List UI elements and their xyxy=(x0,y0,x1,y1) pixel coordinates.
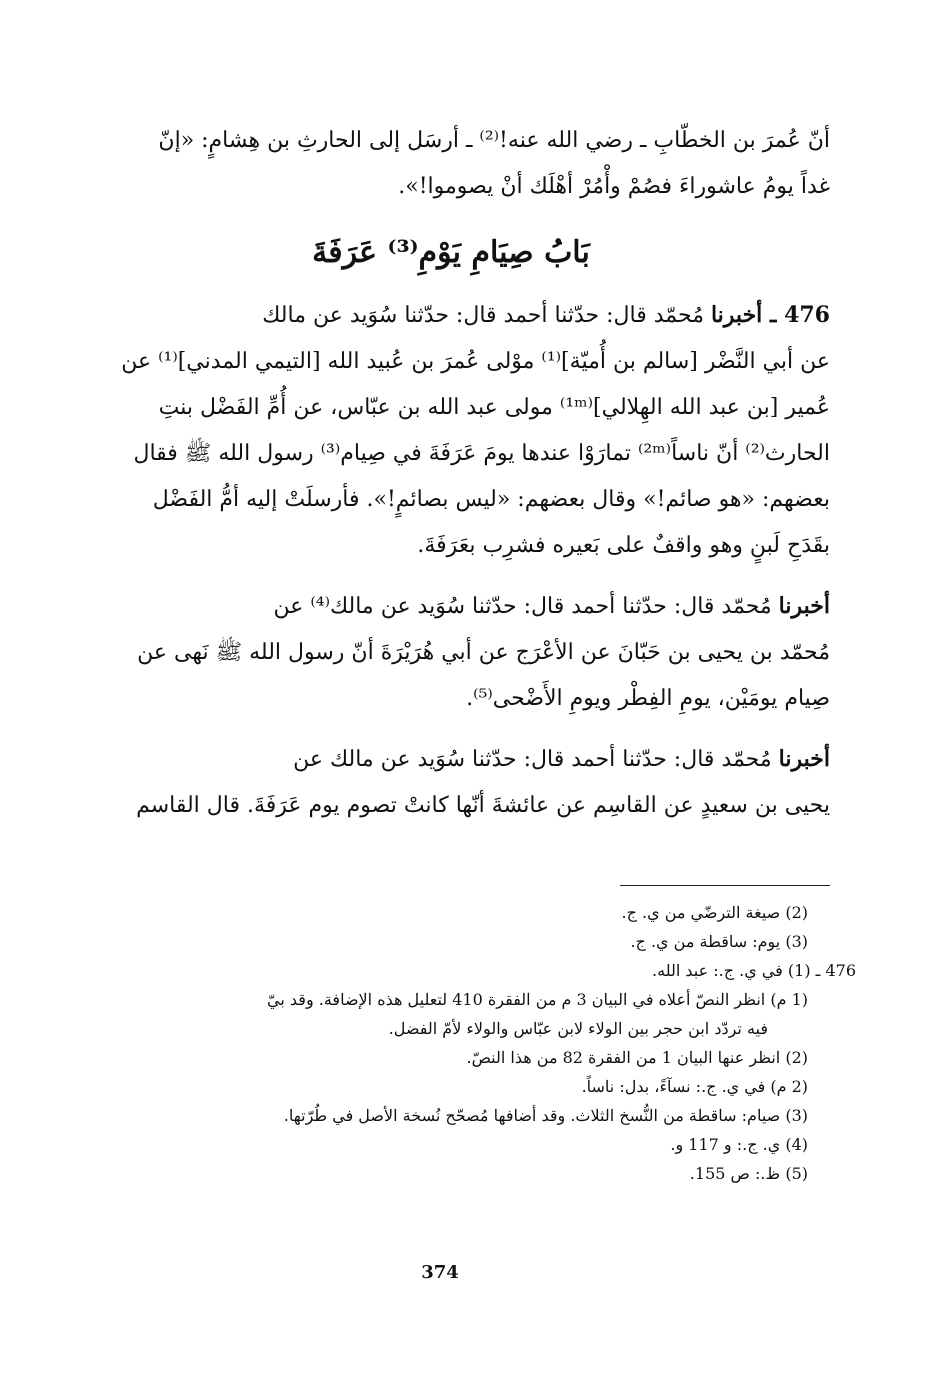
text-line: بعضهم: «هو صائم!» وقال بعضهم: «ليس بصائمٍ!». فأرسلَتْ إليه أمُّ الفَضْل xyxy=(152,487,830,512)
paragraph-476-line-1 xyxy=(72,292,830,339)
paragraph-lead: أخبرنا xyxy=(778,593,830,619)
footnote-separator xyxy=(620,885,830,886)
footnote: (1 م) انظر النصّ أعلاه في البيان 3 م من الفقرة 410 لتعليل هذه الإضافة. وقد بيّ xyxy=(267,990,808,1009)
chapter-title: بَابُ صِيَامِ يَوْمِ⁽³⁾ عَرَفَةَ xyxy=(312,235,590,270)
footnote: (5) ظ.: ص 155. xyxy=(689,1164,808,1183)
text-span: مُحمّد قال: حدّثنا أحمد قال: حدّثنا سُوَيد عن مالك xyxy=(262,303,711,328)
text-span: مُحمّد قال: حدّثنا أحمد قال: حدّثنا سُوَيد عن مالك⁽⁴⁾ عن xyxy=(273,594,779,619)
text-line: غداً يومُ عاشوراءَ فصُمْ وأْمُرْ أهْلَك أنْ يصوموا!». xyxy=(398,174,830,199)
text-line: بقَدَحِ لَبنٍ وهو واقفٌ على بَعيره فشرِب بعَرَفَةَ. xyxy=(417,533,830,558)
footnote: (2) صيغة الترضّي من ي. ج. xyxy=(621,903,808,922)
text-span: مُحمّد قال: حدّثنا أحمد قال: حدّثنا سُوَيد عن مالك عن xyxy=(293,747,779,772)
text-line: مُحمّد بن يحيى بن حَبّانَ عن الأعْرَج عن أبي هُرَيْرَةَ أنّ رسول الله ﷺ نَهى عن xyxy=(137,640,830,665)
footnote-continuation: فيه تردّد ابن حجر بين الولاء لابن عبّاس والولاء لأمّ الفضل. xyxy=(388,1019,768,1038)
paragraph-gap xyxy=(72,722,830,736)
footnote: (2 م) في ي. ج.: نسآءً، بدل: ناساً. xyxy=(581,1077,808,1096)
text-line: عن أبي النَّضْر [سالم بن أُميّة]⁽¹⁾ موْلى عُمرَ بن عُبيد الله [التيمي المدني]⁽¹⁾ عن xyxy=(121,349,830,374)
text-line: أنّ عُمرَ بن الخطّابِ ـ رضي الله عنه!⁽²⁾ ـ أرسَل إلى الحارثِ بن هِشامٍ: «إنّ xyxy=(158,128,830,153)
text-line: الحارث⁽²⁾ أنّ ناساً⁽²ᵐ⁾ تمارَوْا عندها يومَ عَرَفَةَ في صِيام⁽³⁾ رسول الله ﷺ فقال xyxy=(133,441,830,466)
footnote: (3) صيام: ساقطة من النُّسخ الثلاث. وقد أضافها مُصحّح نُسخة الأصل في طُرّتها. xyxy=(283,1106,808,1125)
paragraph-3-line-1 xyxy=(72,736,830,783)
paragraph-lead: أخبرنا xyxy=(778,746,830,772)
footnotes xyxy=(72,898,856,1188)
footnote: (2) انظر عنها البيان 1 من الفقرة 82 من هذا النصّ. xyxy=(466,1048,808,1067)
page-number: 374 xyxy=(421,1262,459,1283)
paragraph-gap xyxy=(72,569,830,583)
paragraph-2-line-1 xyxy=(72,583,830,630)
paragraph-lead: 476 ـ أخبرنا xyxy=(710,302,830,328)
footnote: (3) يوم: ساقطة من ي. ج. xyxy=(630,932,808,951)
text-line: يحيى بن سعيدٍ عن القاسِم عن عائشةَ أنّها كانتْ تصوم يوم عَرَفَةَ. قال القاسم xyxy=(136,793,830,818)
text-line: صِيام يومَيْن، يومِ الفِطْر ويومِ الأَضْحى⁽⁵⁾. xyxy=(466,686,830,711)
text-line: عُمير [بن عبد الله الهِلالي]⁽¹ᵐ⁾ مولى عبد الله بن عبّاس، عن أُمِّ الفَضْل بنتِ xyxy=(158,395,830,420)
footnote: 476 ـ (1) في ي. ج.: عبد الله. xyxy=(652,961,856,980)
footnote: (4) ي. ج.: و 117 و. xyxy=(670,1135,808,1154)
main-text xyxy=(72,118,830,829)
